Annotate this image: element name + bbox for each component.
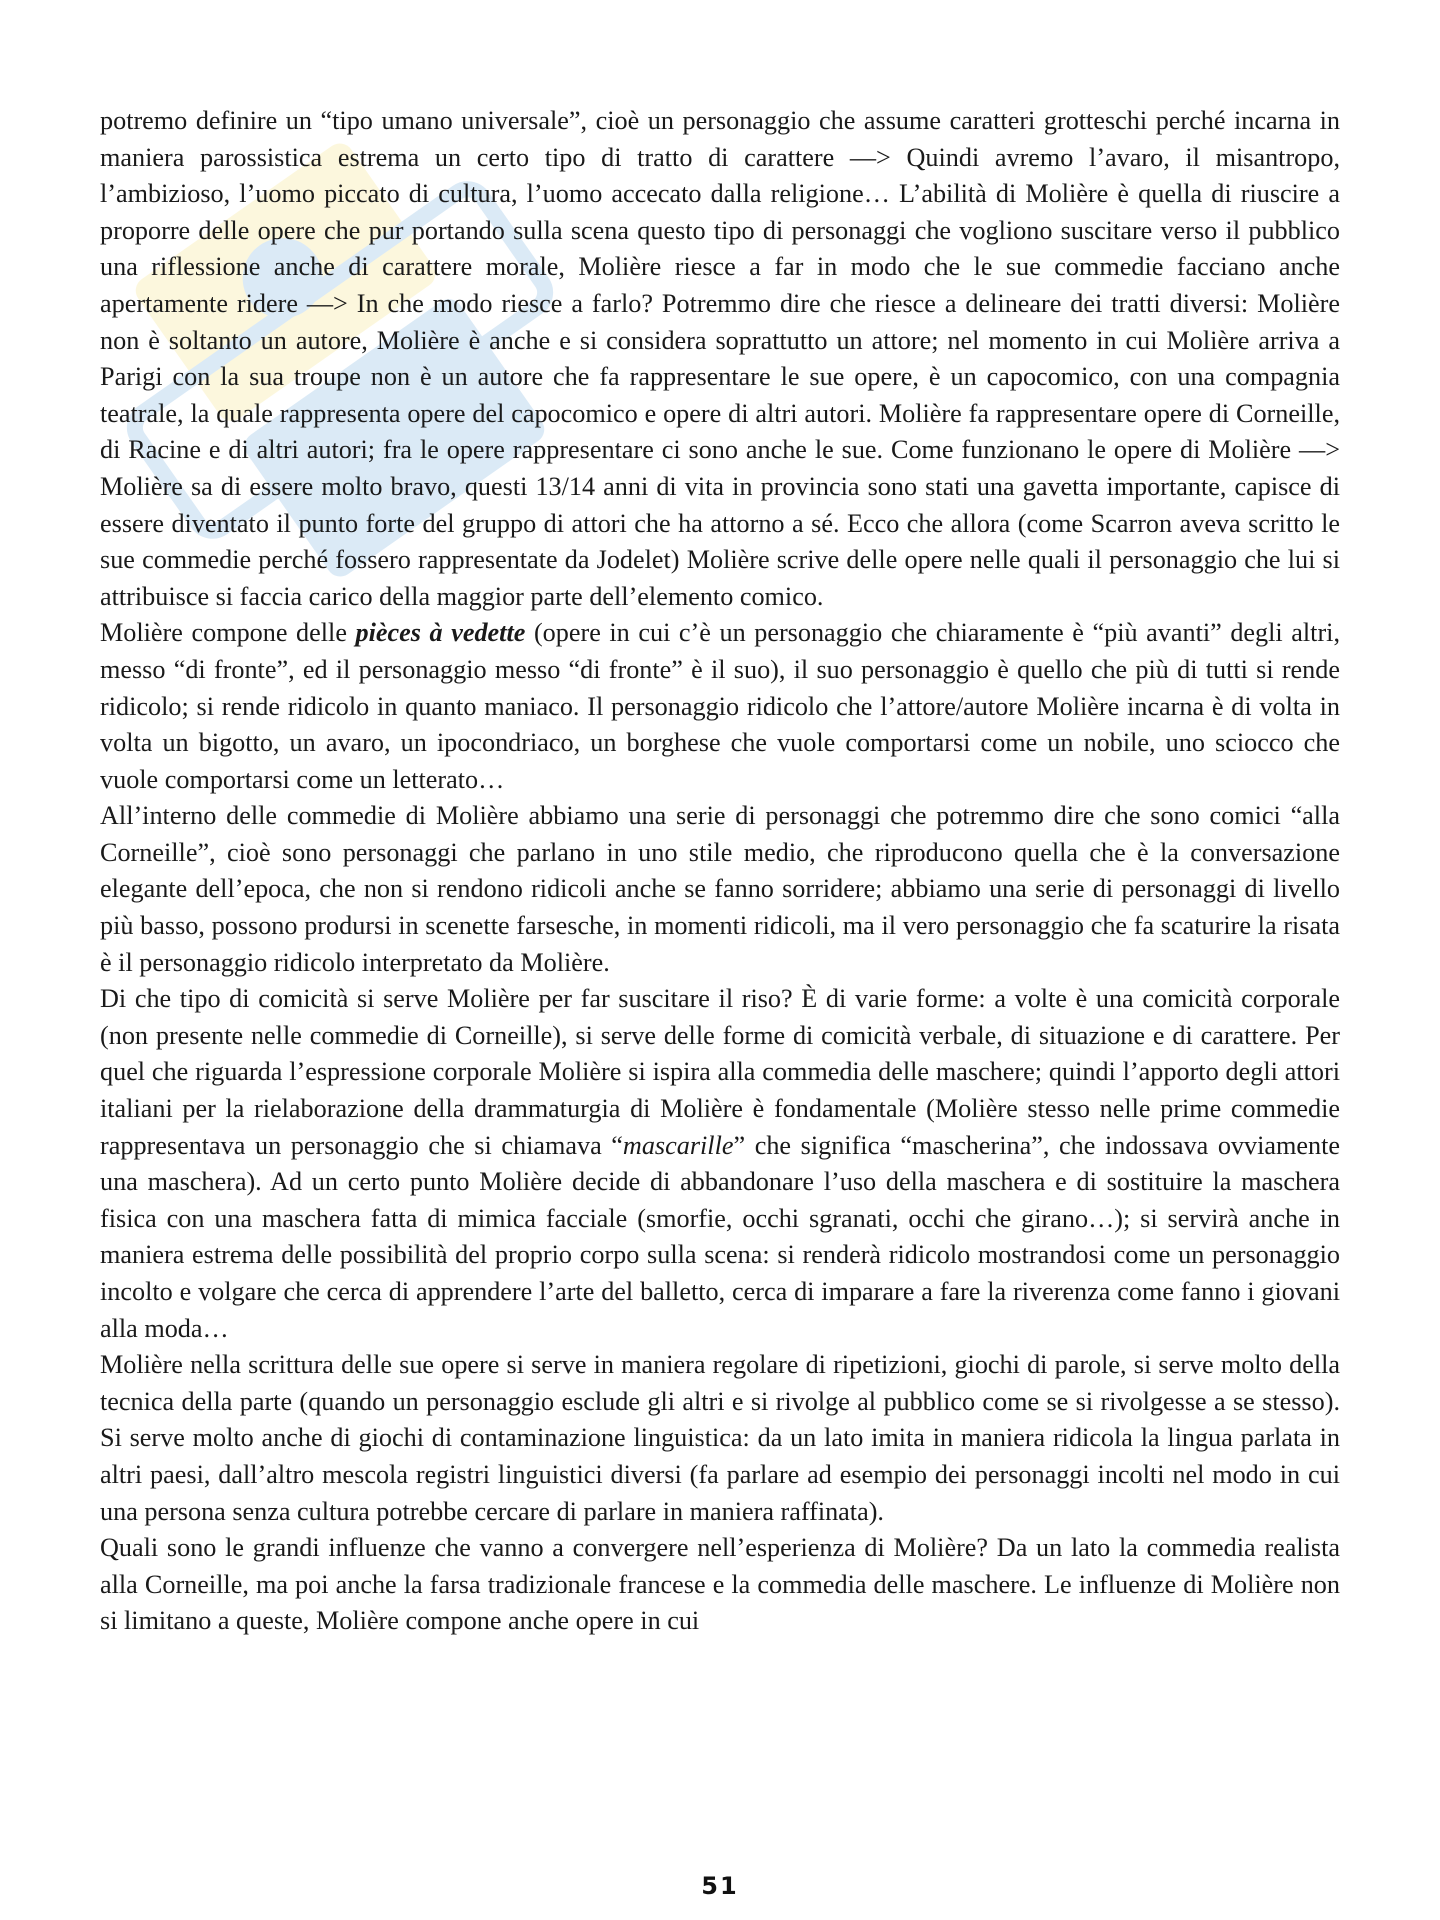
text-run: Molière nella scrittura delle sue opere si serve in maniera regolare di ripetizioni, giochi di parole, si serve molto della tecnica della parte (quando un personaggio esclude gli altri e si rivolge al pubblico come se si rivolgesse a se stesso). Si serve molto anche di giochi di contaminazione linguistica: da un lato imita in maniera ridicola la lingua parlata in altri paesi, dall’altro mescola registri linguistici diversi (fa parlare ad esempio dei personaggi incolti nel modo in cui una persona senza cultura potrebbe cercare di parlare in maniera raffinata). <box>100 1350 1340 1526</box>
paragraph <box>100 1530 1340 1640</box>
text-run: Quali sono le grandi influenze che vanno a convergere nell’esperienza di Molière? Da un lato la commedia realista alla Corneille, ma poi anche la farsa tradizionale francese e la commedia delle maschere. Le influenze di Molière non si limitano a queste, Molière compone anche opere in cui <box>100 1533 1340 1636</box>
paragraph <box>100 981 1340 1347</box>
paragraph <box>100 615 1340 798</box>
paragraph <box>100 798 1340 981</box>
text-run: potremo definire un “tipo umano universale”, cioè un personaggio che assume caratteri grotteschi perché incarna in maniera parossistica estrema un certo tipo di tratto di carattere —> Quindi avremo l’avaro, il misantropo, l’ambizioso, l’uomo piccato di cultura, l’uomo accecato dalla religione… L’abilità di Molière è quella di riuscire a proporre delle opere che pur portando sulla scena questo tipo di personaggi che vogliono suscitare verso il pubblico una riflessione anche di carattere morale, Molière riesce a far in modo che le sue commedie facciano anche apertamente ridere —> In che modo riesce a farlo? Potremmo dire che riesce a delineare dei tratti diversi: Molière non è soltanto un autore, Molière è anche e si considera soprattutto un attore; nel momento in cui Molière arriva a Parigi con la sua troupe non è un autore che fa rappresentare le sue opere, è un capocomico, con una compagnia teatrale, la quale rappresenta opere del capocomico e opere di altri autori. Molière fa rappresentare opere di Corneille, di Racine e di altri autori; fra le opere rappresentare ci sono anche le sue. Come funzionano le opere di Molière —> Molière sa di essere molto bravo, questi 13/14 anni di vita in provincia sono stati una gavetta importante, capisce di essere diventato il punto forte del gruppo di attori che ha attorno a sé. Ecco che allora (come Scarron aveva scritto le sue commedie perché fossero rappresentate da Jodelet) Molière scrive delle opere nelle quali il personaggio che lui si attribuisce si faccia carico della maggior parte dell’elemento comico. <box>100 106 1340 611</box>
body-text <box>100 103 1340 1640</box>
emphasized-text-run: pièces à vedette <box>355 618 526 648</box>
paragraph <box>100 103 1340 615</box>
text-run: ” che significa “mascherina”, che indossava ovviamente una maschera). Ad un certo punto Molière decide di abbandonare l’uso della maschera e di sostituire la maschera fisica con una maschera fatta di mimica facciale (smorfie, occhi sgranati, occhi che girano…); si servirà anche in maniera estrema delle possibilità del proprio corpo sulla scena: si renderà ridicolo mostrandosi come un personaggio incolto e volgare che cerca di apprendere l’arte del balletto, cerca di imparare a fare la riverenza come fanno i giovani alla moda… <box>100 1130 1341 1343</box>
emphasized-text-run: mascarille <box>622 1130 734 1160</box>
text-run: All’interno delle commedie di Molière abbiamo una serie di personaggi che potremmo dire che sono comici “alla Corneille”, cioè sono personaggi che parlano in uno stile medio, che riproducono quella che è la conversazione elegante dell’epoca, che non si rendono ridicoli anche se fanno sorridere; abbiamo una serie di personaggi di livello più basso, possono prodursi in scenette farsesche, in momenti ridicoli, ma il vero personaggio che fa scaturire la risata è il personaggio ridicolo interpretato da Molière. <box>100 801 1340 977</box>
text-run: (opere in cui c’è un personaggio che chiaramente è “più avanti” degli altri, messo “di fronte”, ed il personaggio messo “di fronte” è il suo), il suo personaggio è quello che più di tutti si rende ridicolo; si rende ridicolo in quanto maniaco. Il personaggio ridicolo che l’attore/autore Molière incarna è di volta in volta un bigotto, un avaro, un ipocondriaco, un borghese che vuole comportarsi come un nobile, uno sciocco che vuole comportarsi come un letterato… <box>100 618 1340 794</box>
text-run: Di che tipo di comicità si serve Molière per far suscitare il riso? È di varie forme: a volte è una comicità corporale (non presente nelle commedie di Corneille), si serve delle forme di comicità verbale, di situazione e di carattere. Per quel che riguarda l’espressione corporale Molière si ispira alla commedia delle maschere; quindi l’apporto degli attori italiani per la rielaborazione della drammaturgia di Molière è fondamentale (Molière stesso nelle prime commedie rappresentava un personaggio che si chiamava “ <box>100 984 1340 1160</box>
page-number: 51 <box>701 1872 739 1900</box>
text-run: Molière compone delle <box>100 618 356 648</box>
paragraph <box>100 1347 1340 1530</box>
